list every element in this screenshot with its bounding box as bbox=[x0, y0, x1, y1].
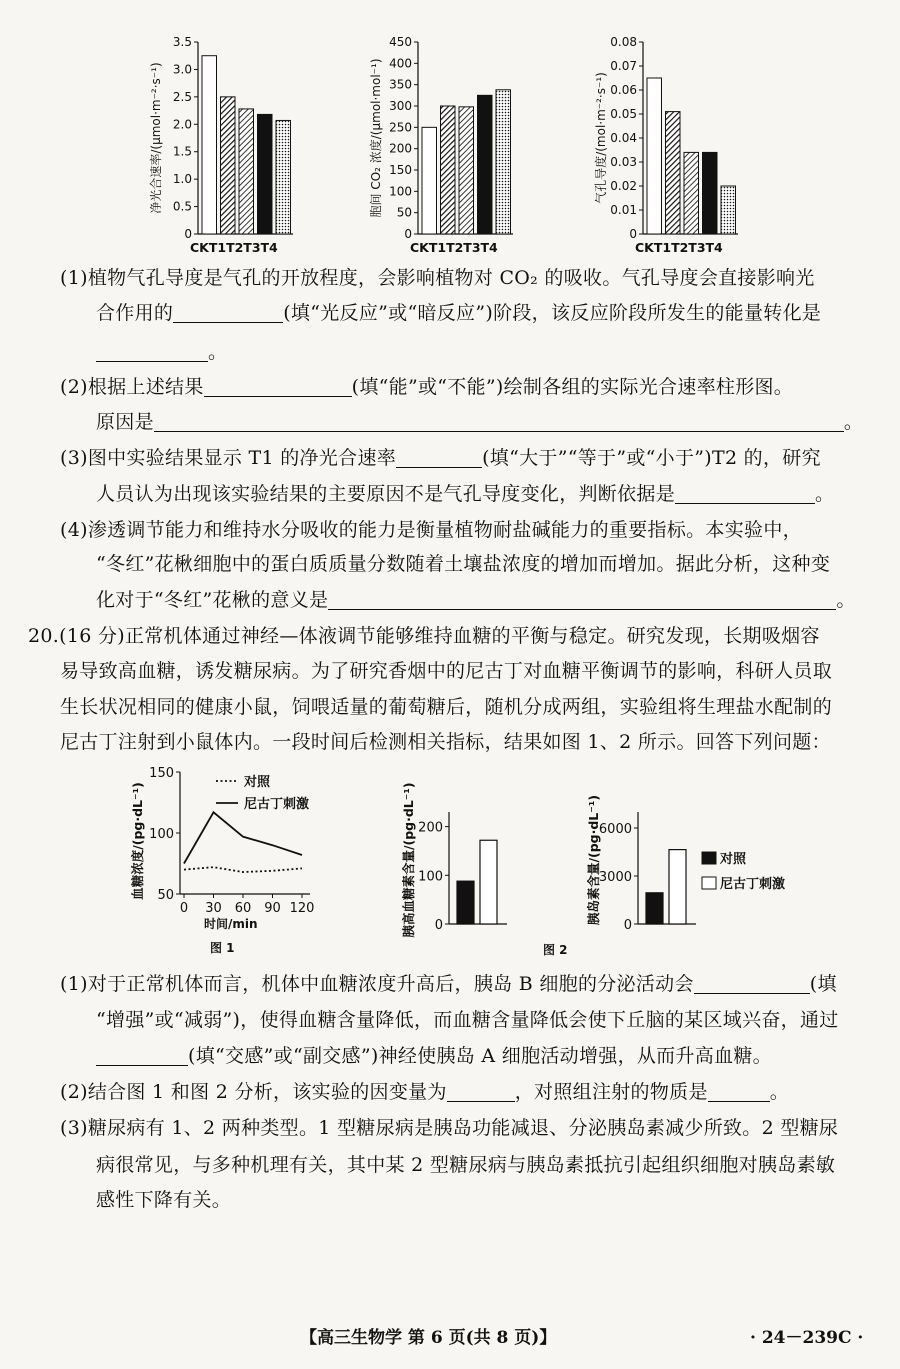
intercellular-co2-chart bbox=[360, 30, 560, 260]
bar-T4 bbox=[496, 90, 511, 234]
y-tick-label: 0 bbox=[404, 227, 412, 241]
bar-CK bbox=[422, 127, 437, 234]
q20-item1-text-b: (填 bbox=[809, 973, 837, 995]
q20-item2-end: 。 bbox=[769, 1081, 790, 1103]
y-tick-label: 50 bbox=[157, 888, 174, 903]
bar-T3 bbox=[703, 152, 718, 234]
bar-T1 bbox=[666, 112, 681, 234]
legend-label-nicotine: 尼古丁刺激 bbox=[244, 797, 310, 812]
y-tick-label: 0.03 bbox=[610, 155, 637, 169]
bar-T3 bbox=[258, 114, 273, 234]
q19-item4-line3 bbox=[96, 588, 856, 612]
bar-T3 bbox=[478, 95, 493, 234]
bar-nicotine bbox=[669, 850, 686, 924]
q19-item1-text-b: (填“光反应”或“暗反应”)阶段，该反应阶段所发生的能量转化是 bbox=[283, 302, 822, 324]
y-tick-label: 0.01 bbox=[610, 203, 637, 217]
x-tick-label: 0 bbox=[179, 901, 189, 916]
series-line-nicotine bbox=[184, 812, 302, 863]
y-tick-label: 100 bbox=[389, 184, 412, 199]
y-tick-label: 3.0 bbox=[172, 62, 192, 77]
q19-item3-text-a: (3)图中实验结果显示 T1 的净光合速率 bbox=[60, 447, 397, 469]
y-axis-label: 胰岛素含量/(pg·dL⁻¹) bbox=[586, 794, 601, 926]
q19-item3-text-c: 人员认为出现该实验结果的主要原因不是气孔导度变化，判断依据是 bbox=[96, 483, 676, 505]
y-tick-label: 2.5 bbox=[172, 89, 192, 104]
q19-item3-line1 bbox=[60, 446, 821, 470]
x-tick-label: 90 bbox=[264, 901, 281, 916]
y-tick-label: 0.5 bbox=[172, 199, 192, 214]
y-tick-label: 0.07 bbox=[610, 59, 637, 73]
y-tick-label: 200 bbox=[389, 141, 412, 156]
y-tick-label: 400 bbox=[389, 56, 412, 71]
q20-item1-line3 bbox=[96, 1044, 772, 1068]
q19-item2-end: 。 bbox=[843, 411, 864, 433]
answer-blank-6[interactable] bbox=[675, 483, 815, 504]
y-tick-label: 0.08 bbox=[610, 35, 637, 49]
blood-glucose-line-chart bbox=[120, 762, 360, 962]
q19-item2-text-b: (填“能”或“不能”)绘制各组的实际光合速率柱形图。 bbox=[351, 376, 794, 398]
bar-T2 bbox=[239, 109, 254, 234]
answer-blank-4[interactable] bbox=[154, 411, 844, 432]
q19-item4-line2: “冬红”花楸细胞中的蛋白质质量分数随着土壤盐浓度的增加而增加。据此分析，这种变 bbox=[96, 553, 831, 575]
y-tick-label: 250 bbox=[389, 120, 412, 135]
y-tick-label: 350 bbox=[389, 77, 412, 92]
x-category-labels: CKT1T2T3T4 bbox=[635, 240, 723, 255]
q19-item1-line1: (1)植物气孔导度是气孔的开放程度，会影响植物对 CO₂ 的吸收。气孔导度会直接影响光 bbox=[60, 267, 815, 289]
y-axis-label: 胞间 CO₂ 浓度/(μmol·mol⁻¹) bbox=[369, 58, 383, 218]
bar-nicotine bbox=[480, 840, 497, 924]
y-tick-label: 2.0 bbox=[172, 117, 192, 132]
y-tick-label: 50 bbox=[396, 205, 412, 220]
q19-item1-text-a: 合作用的 bbox=[96, 302, 174, 324]
y-tick-label: 300 bbox=[389, 99, 412, 113]
y-tick-label: 0 bbox=[434, 918, 443, 933]
legend-swatch-control bbox=[702, 852, 716, 864]
q20-item2-line1 bbox=[60, 1080, 789, 1104]
q19-item2-line2 bbox=[96, 410, 863, 434]
q19-item4-line1: (4)渗透调节能力和维持水分吸收的能力是衡量植物耐盐碱能力的重要指标。本实验中， bbox=[60, 519, 802, 541]
q20-item1-line2: “增强”或“减弱”)，使得血糖含量降低，而血糖含量降低会使下丘脑的某区域兴奋，通过 bbox=[96, 1009, 839, 1031]
legend-label-control: 对照 bbox=[720, 852, 747, 867]
bar-T4 bbox=[276, 120, 291, 234]
bar-CK bbox=[202, 56, 217, 234]
bar-T2 bbox=[459, 107, 474, 234]
y-tick-label: 1.0 bbox=[172, 172, 192, 187]
x-tick-label: 120 bbox=[289, 901, 315, 916]
q19-item3-end: 。 bbox=[815, 483, 835, 505]
answer-blank-5[interactable] bbox=[396, 447, 482, 468]
x-category-labels: CKT1T2T3T4 bbox=[410, 240, 498, 255]
y-tick-label: 0.04 bbox=[610, 131, 637, 145]
y-tick-label: 150 bbox=[149, 766, 174, 781]
q20-item2-text-b: ，对照组注射的物质是 bbox=[514, 1081, 708, 1103]
x-category-labels: CKT1T2T3T4 bbox=[190, 240, 278, 255]
answer-blank-7[interactable] bbox=[328, 589, 836, 610]
bar-T4 bbox=[721, 186, 736, 234]
y-tick-label: 450 bbox=[389, 35, 412, 49]
bar-CK bbox=[647, 78, 662, 234]
bar-T1 bbox=[221, 97, 236, 234]
q19-item1-line2 bbox=[96, 301, 821, 325]
footer-paper-code: · 24－239C · bbox=[750, 1328, 864, 1348]
q20-item1-line1 bbox=[60, 972, 837, 996]
y-tick-label: 200 bbox=[418, 820, 443, 836]
y-tick-label: 100 bbox=[418, 869, 443, 885]
y-tick-label: 0 bbox=[623, 918, 632, 933]
series-line-control bbox=[184, 867, 302, 872]
bar-control bbox=[646, 893, 663, 924]
q20-stem-line4: 尼古丁注射到小鼠体内。一段时间后检测相关指标，结果如图 1、2 所示。回答下列问题： bbox=[60, 731, 831, 753]
figure-caption: 图 1 bbox=[210, 941, 235, 955]
q20-item1-text-a: (1)对于正常机体而言，机体中血糖浓度升高后，胰岛 B 细胞的分泌活动会 bbox=[60, 973, 694, 995]
q19-item2-reason-label: 原因是 bbox=[96, 411, 154, 433]
q20-item3-line3: 感性下降有关。 bbox=[96, 1189, 232, 1211]
y-tick-label: 3000 bbox=[598, 870, 632, 885]
insulin-bar-chart bbox=[580, 762, 830, 962]
legend-label-control: 对照 bbox=[244, 775, 271, 790]
y-tick-label: 150 bbox=[389, 163, 412, 177]
q20-item1-text-c: (填“交感”或“副交感”)神经使胰岛 A 细胞活动增强，从而升高血糖。 bbox=[188, 1045, 772, 1067]
stomatal-conductance-chart bbox=[585, 30, 785, 260]
y-axis-label: 胰高血糖素含量/(pg·dL⁻¹) bbox=[401, 782, 416, 938]
answer-blank-11[interactable] bbox=[708, 1081, 770, 1102]
y-tick-label: 0.06 bbox=[610, 83, 637, 97]
figure-caption: 图 2 bbox=[543, 943, 568, 957]
answer-blank-10[interactable] bbox=[447, 1081, 515, 1102]
x-tick-label: 30 bbox=[205, 901, 222, 916]
answer-blank-2[interactable] bbox=[96, 341, 208, 362]
legend-label-nicotine: 尼古丁刺激 bbox=[720, 877, 786, 892]
answer-blank-1[interactable] bbox=[173, 302, 283, 323]
bar-control bbox=[457, 881, 474, 924]
q19-item2-text-a: (2)根据上述结果 bbox=[60, 376, 204, 398]
net-photosynthesis-chart bbox=[140, 30, 340, 260]
q19-item2-line1 bbox=[60, 375, 793, 399]
q19-item4-text: 化对于“冬红”花楸的意义是 bbox=[96, 589, 329, 611]
q19-item4-end: 。 bbox=[836, 589, 856, 611]
q20-item3-line1: (3)糖尿病有 1、2 两种类型。1 型糖尿病是胰岛功能减退、分泌胰岛素减少所致。2 型糖尿 bbox=[60, 1117, 839, 1139]
y-tick-label: 100 bbox=[149, 827, 174, 842]
bar-T1 bbox=[441, 106, 456, 234]
q20-stem-line3: 生长状况相同的健康小鼠，饲喂适量的葡萄糖后，随机分成两组，实验组将生理盐水配制的 bbox=[60, 696, 833, 718]
y-tick-label: 3.5 bbox=[172, 35, 192, 49]
y-tick-label: 0.02 bbox=[610, 179, 637, 193]
y-tick-label: 6000 bbox=[598, 822, 632, 837]
q19-item1-line3 bbox=[96, 340, 227, 364]
answer-blank-8[interactable] bbox=[694, 973, 810, 994]
legend-swatch-nicotine bbox=[702, 877, 716, 889]
y-axis-label: 净光合速率/(μmol·m⁻²·s⁻¹) bbox=[149, 62, 163, 214]
q20-stem-line1: 20.(16 分)正常机体通过神经—体液调节能够维持血糖的平衡与稳定。研究发现，长期吸烟容 bbox=[28, 625, 820, 647]
y-axis-label: 气孔导度/(mol·m⁻²·s⁻¹) bbox=[594, 72, 608, 204]
q19-item1-end: 。 bbox=[208, 341, 228, 363]
y-tick-label: 1.5 bbox=[172, 144, 192, 159]
q20-item2-text-a: (2)结合图 1 和图 2 分析，该实验的因变量为 bbox=[60, 1081, 447, 1103]
glucagon-bar-chart bbox=[385, 762, 568, 962]
q20-stem-line2: 易导致高血糖，诱发糖尿病。为了研究香烟中的尼古丁对血糖平衡调节的影响，科研人员取 bbox=[60, 660, 833, 682]
y-tick-label: 0 bbox=[629, 227, 637, 241]
answer-blank-9[interactable] bbox=[96, 1045, 188, 1066]
x-axis-label: 时间/min bbox=[204, 917, 258, 931]
q19-item3-line2 bbox=[96, 482, 834, 506]
y-tick-label: 0.05 bbox=[610, 107, 637, 121]
q20-item3-line2: 病很常见，与多种机理有关，其中某 2 型糖尿病与胰岛素抵抗引起组织细胞对胰岛素敏 bbox=[96, 1154, 836, 1176]
footer-page-info: 【高三生物学 第 6 页(共 8 页)】 bbox=[300, 1328, 557, 1348]
bar-T2 bbox=[684, 152, 699, 234]
y-tick-label: 0 bbox=[184, 227, 192, 241]
y-axis-label: 血糖浓度/(pg·dL⁻¹) bbox=[130, 782, 145, 900]
answer-blank-3[interactable] bbox=[204, 376, 352, 397]
q19-item3-text-b: (填“大于”“等于”或“小于”)T2 的，研究 bbox=[482, 447, 821, 469]
x-tick-label: 60 bbox=[234, 901, 252, 916]
